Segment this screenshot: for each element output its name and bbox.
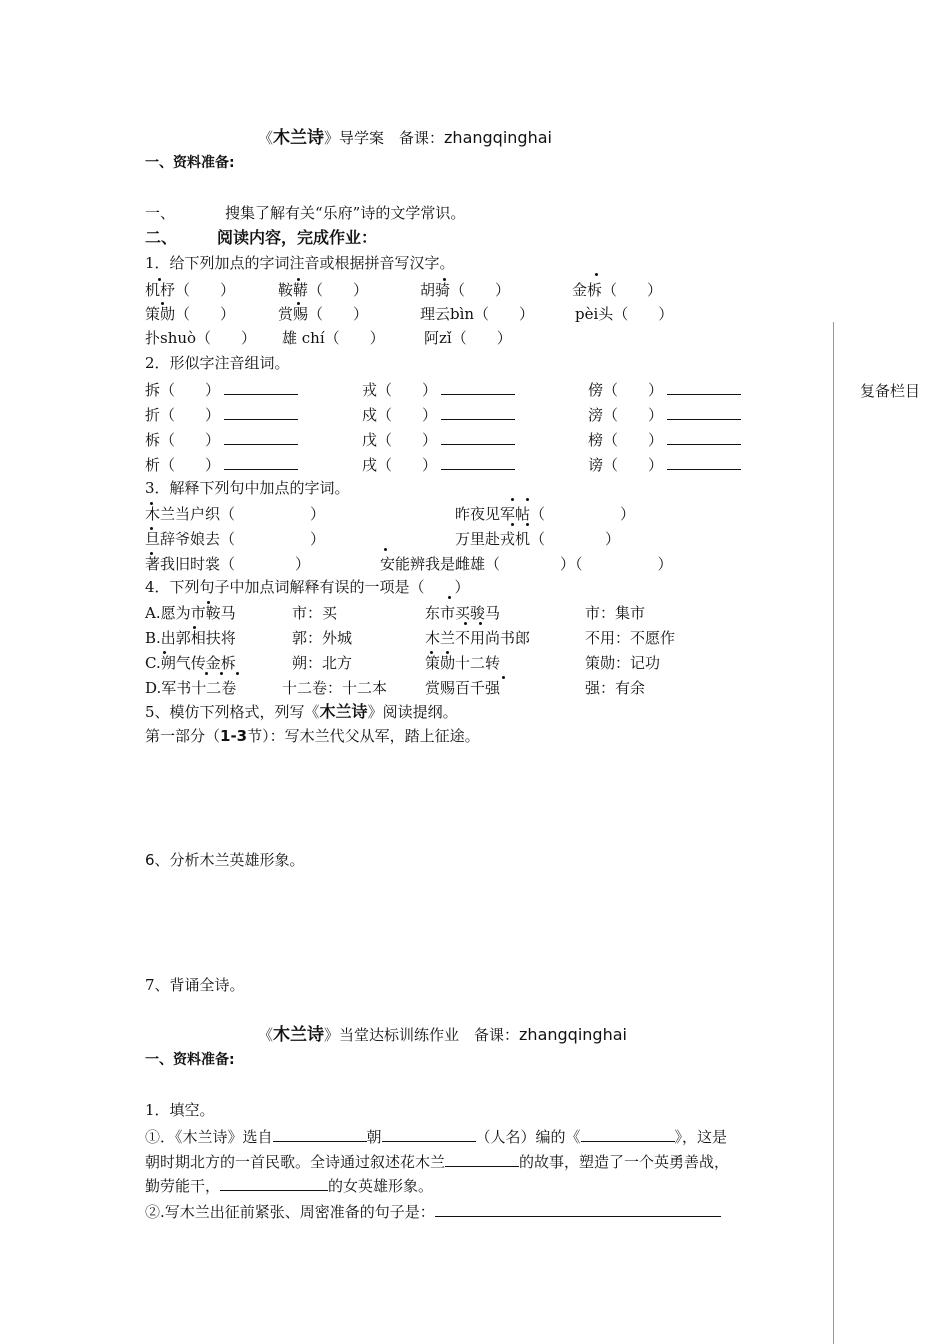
emphasis-dot (193, 626, 196, 629)
fill-text: ②.写木兰出征前紧张、周密准备的句子是： (145, 1203, 435, 1221)
author: zhangqinghai (444, 128, 552, 147)
fill-text: （人名）编的《 (475, 1128, 581, 1146)
emphasis-dot (150, 552, 153, 555)
paren: （ ） (377, 431, 438, 449)
emphasis-dot (511, 523, 514, 526)
margin-divider (833, 322, 834, 1344)
fill-text: 》，这是 (674, 1128, 728, 1146)
q6-number: 6 (145, 851, 155, 869)
question-6 (145, 850, 305, 870)
side-note: 复备栏目 (860, 382, 921, 400)
fill-1-line1 (145, 1125, 727, 1147)
paren: （ ） (603, 406, 664, 424)
q6-text: 、分析木兰英雄形象。 (154, 851, 305, 869)
fill-text: ①．《木兰诗》选自 (145, 1128, 273, 1146)
emphasis-dot (479, 622, 482, 625)
emphasis-dot (430, 651, 433, 654)
answer-line[interactable] (667, 378, 741, 395)
answer-line[interactable] (441, 403, 515, 420)
q4-gloss: 郭：外城 (292, 629, 353, 647)
paren: （ ） (160, 381, 221, 399)
char: 拆 (145, 381, 161, 399)
emphasis-dot (297, 302, 300, 305)
q1-item: 雄 chí（ ） (282, 329, 385, 347)
paren: （ ） (160, 431, 221, 449)
answer-line[interactable] (224, 453, 298, 470)
fill-blank[interactable] (445, 1150, 519, 1167)
fill-blank[interactable] (220, 1174, 328, 1191)
q2-item (145, 378, 298, 400)
fill-text: 朝 (366, 1128, 382, 1146)
q2-item (362, 378, 515, 400)
poem-name: 木兰诗 (273, 1025, 325, 1045)
q2-item (145, 428, 298, 450)
emphasis-dot (443, 278, 446, 281)
char: 析 (145, 456, 161, 474)
q1-item: 理云bìn（ ） (420, 305, 535, 323)
q4-sentence: 木兰不用尚书郎 (425, 629, 531, 647)
q3-item: 木兰当户织（ ） (145, 505, 326, 523)
emphasis-dot (205, 672, 208, 675)
emphasis-dot (526, 498, 529, 501)
q1-item: 扑shuò（ ） (145, 329, 257, 347)
q2-item (145, 453, 298, 475)
fill-blank[interactable] (581, 1125, 675, 1142)
task-text: 阅读内容，完成作业： (217, 228, 378, 247)
fill-text: 的故事，塑造了一个英勇善战， (519, 1153, 730, 1171)
char: 谤 (588, 456, 604, 474)
q2-item (362, 453, 515, 475)
answer-line[interactable] (224, 403, 298, 420)
task-text: 搜集了解有关“乐府”诗的文学常识。 (225, 204, 466, 222)
fill-text: 朝时期北方的一首民歌。全诗通过叙述花木兰 (145, 1153, 446, 1171)
q3-item: 万里赴戎机（ ） (455, 530, 621, 548)
fill-blank[interactable] (273, 1125, 367, 1142)
paren: （ ） (377, 456, 438, 474)
emphasis-dot (158, 278, 161, 281)
q4-gloss: 不用：不愿作 (585, 629, 676, 647)
answer-line[interactable] (224, 428, 298, 445)
answer-line[interactable] (667, 428, 741, 445)
fill-1-line3 (145, 1174, 433, 1196)
example-prefix: 第一部分（ (145, 727, 221, 745)
paren: （ ） (603, 431, 664, 449)
fill-text: 勤劳能干， (145, 1177, 221, 1195)
q1-item: 阿zǐ（ ） (424, 329, 512, 347)
section-materials: 一、资料准备: (145, 155, 235, 171)
char: 戊 (362, 431, 378, 449)
paren: （ ） (603, 381, 664, 399)
q4-sentence: 策勋十二转 (425, 654, 501, 672)
q2-item (145, 403, 298, 425)
q4-gloss: 市：集市 (585, 604, 646, 622)
question-3: 3．解释下列句中加点的字词。 (145, 479, 350, 497)
task-num: 一、 (145, 204, 176, 222)
poem-name: 木兰诗 (273, 128, 325, 148)
emphasis-dot (448, 596, 451, 599)
task-num: 二、 (145, 228, 178, 247)
question-2: 2．形似字注音组词。 (145, 354, 290, 372)
title-suffix: 》导学案 备课： (324, 129, 445, 147)
char: 戍 (362, 406, 378, 424)
question-5 (145, 702, 458, 722)
q1-item: 赏赐（ ） (278, 305, 369, 323)
answer-line[interactable] (224, 378, 298, 395)
fill-1-line2 (145, 1150, 729, 1172)
q1-item: 机杼（ ） (145, 281, 236, 299)
q5-suffix: 》阅读提纲。 (367, 703, 458, 721)
title-bracket: 《 (258, 129, 274, 147)
fill-2 (145, 1200, 721, 1222)
q4-option: B.出郭相扶将 (145, 629, 236, 647)
author: zhangqinghai (519, 1025, 627, 1044)
section-materials-2: 一、资料准备: (145, 1052, 235, 1068)
emphasis-dot (464, 622, 467, 625)
fill-blank[interactable] (382, 1125, 476, 1142)
q5-example (145, 726, 480, 746)
emphasis-dot (511, 498, 514, 501)
q1-item: 金柝（ ） (572, 281, 663, 299)
emphasis-dot (236, 672, 239, 675)
answer-line[interactable] (667, 403, 741, 420)
q4-option: D.军书十二卷 (145, 679, 237, 697)
q4-sentence: 东市买骏马 (425, 604, 501, 622)
question-4: 4．下列句子中加点词解释有误的一项是（ ） (145, 578, 470, 596)
q2-item (588, 453, 741, 475)
task-2 (145, 228, 377, 248)
question-7: 7、背诵全诗。 (145, 976, 245, 994)
q2-item (588, 403, 741, 425)
char: 戌 (362, 456, 378, 474)
paren: （ ） (377, 406, 438, 424)
emphasis-dot (526, 523, 529, 526)
q4-gloss: 策勋：记功 (585, 654, 661, 672)
char: 滂 (588, 406, 604, 424)
char: 柝 (145, 431, 161, 449)
char: 戎 (362, 381, 378, 399)
q5-prefix: 5、模仿下列格式，列写《 (145, 703, 320, 721)
emphasis-dot (502, 676, 505, 679)
q4-gloss: 市：买 (292, 604, 338, 622)
emphasis-dot (161, 302, 164, 305)
q1-item: pèi头（ ） (575, 305, 674, 323)
q2-item (362, 403, 515, 425)
emphasis-dot (384, 548, 387, 551)
emphasis-dot (446, 651, 449, 654)
q3-item: 旦辞爷娘去（ ） (145, 530, 326, 548)
q1-item: 策勋（ ） (145, 305, 236, 323)
q4-option: A.愿为市鞍马 (145, 604, 236, 622)
worksheet-title (258, 128, 552, 148)
q4-gloss: 强：有余 (585, 679, 646, 697)
q4-sentence: 赏赐百千强 (425, 679, 501, 697)
fill-title: 1．填空。 (145, 1101, 215, 1119)
title-suffix: 》当堂达标训练作业 备课： (324, 1026, 520, 1044)
char: 傍 (588, 381, 604, 399)
answer-line[interactable] (441, 378, 515, 395)
paren: （ ） (603, 456, 664, 474)
q3-item: 著我旧时裳（ ） (145, 555, 311, 573)
answer-line[interactable] (441, 428, 515, 445)
paren: （ ） (377, 381, 438, 399)
q1-item: 鞍鞯（ ） (278, 281, 369, 299)
emphasis-dot (220, 672, 223, 675)
emphasis-dot (163, 651, 166, 654)
question-1: 1．给下列加点的字词注音或根据拼音写汉字。 (145, 254, 455, 272)
q2-item (588, 428, 741, 450)
q1-item: 胡骑（ ） (420, 281, 511, 299)
emphasis-dot (150, 527, 153, 530)
q3-item: 昨夜见军帖（ ） (455, 505, 636, 523)
paren: （ ） (160, 406, 221, 424)
char: 榜 (588, 431, 604, 449)
q3-item: 安能辨我是雌雄（ ）（ ） (380, 555, 673, 573)
example-text: 节）：写木兰代父从军，踏上征途。 (247, 727, 480, 745)
poem-name: 木兰诗 (319, 702, 368, 721)
q4-gloss: 朔：北方 (292, 654, 353, 672)
emphasis-dot (595, 273, 598, 276)
q4-option: C.朔气传金柝 (145, 654, 236, 672)
emphasis-dot (207, 601, 210, 604)
task-1 (145, 203, 465, 223)
fill-blank[interactable] (435, 1200, 721, 1217)
q4-gloss: 十二卷：十二本 (282, 679, 388, 697)
answer-line[interactable] (667, 453, 741, 470)
exercise-title (258, 1025, 627, 1045)
q2-item (362, 428, 515, 450)
fill-text: 的女英雄形象。 (328, 1177, 434, 1195)
answer-line[interactable] (441, 453, 515, 470)
title-bracket: 《 (258, 1026, 274, 1044)
char: 折 (145, 406, 161, 424)
emphasis-dot (297, 278, 300, 281)
emphasis-dot (150, 502, 153, 505)
q2-item (588, 378, 741, 400)
paren: （ ） (160, 456, 221, 474)
section-range: 1-3 (220, 727, 248, 745)
